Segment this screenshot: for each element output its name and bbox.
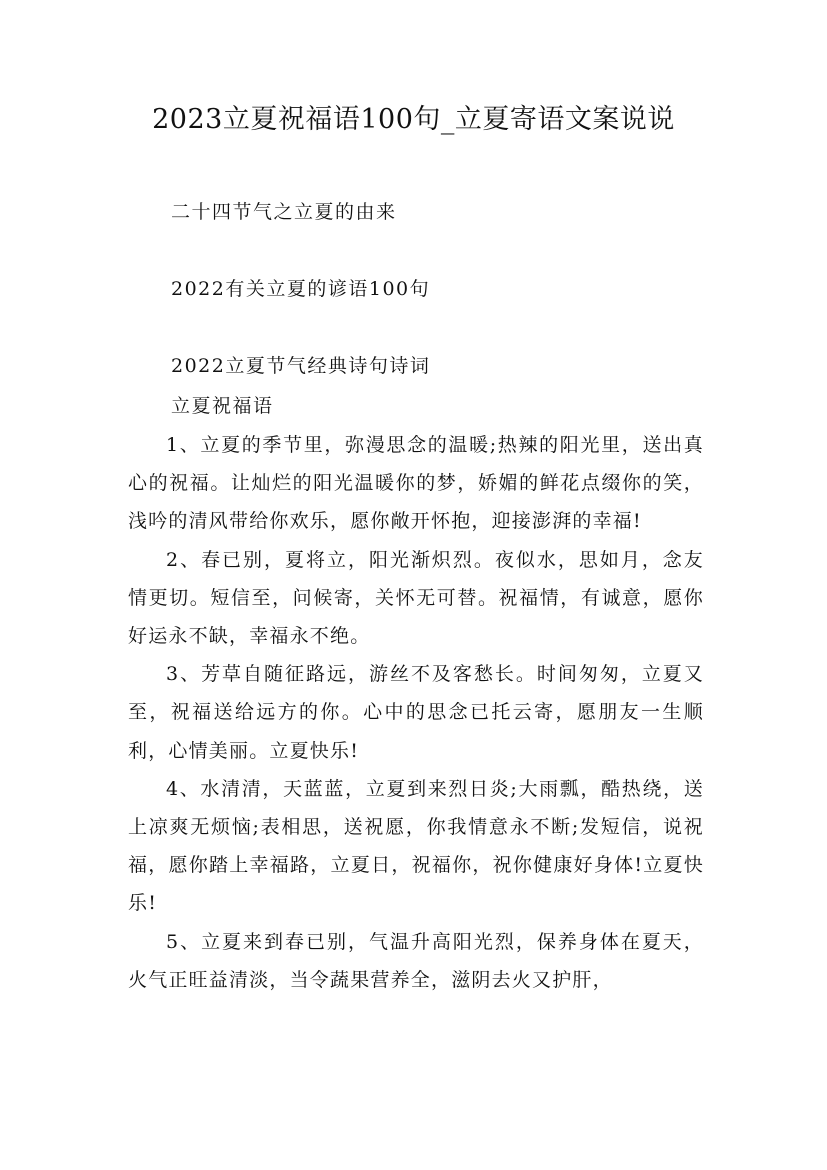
page-title: 2023立夏祝福语100句_立夏寄语文案说说: [152, 104, 675, 135]
paragraph: 4、水清清，天蓝蓝，立夏到来烈日炎;大雨瓢，酷热绕，送上凉爽无烦恼;表相思，送祝愿，你我情意永不断;发短信，说祝福，愿你踏上幸福路，立夏日，祝福你，祝你健康好身体!立夏快乐!: [128, 777, 704, 915]
related-link-poems[interactable]: 2022立夏节气经典诗句诗词: [171, 355, 431, 377]
paragraph: 1、立夏的季节里，弥漫思念的温暖;热辣的阳光里，送出真心的祝福。让灿烂的阳光温暖你的梦，娇媚的鲜花点缀你的笑，浅吟的清风带给你欢乐，愿你敞开怀抱，迎接澎湃的幸福!: [128, 434, 704, 533]
section-heading: 立夏祝福语: [171, 395, 274, 417]
paragraph: 2、春已别，夏将立，阳光渐炽烈。夜似水，思如月，念友情更切。短信至，问候寄，关怀无可替。祝福情，有诚意，愿你好运永不缺，幸福永不绝。: [128, 548, 704, 648]
related-link-proverbs[interactable]: 2022有关立夏的谚语100句: [171, 278, 431, 300]
paragraph: 3、芳草自随征路远，游丝不及客愁长。时间匆匆，立夏又至，祝福送给远方的你。心中的思念已托云寄，愿朋友一生顺利，心情美丽。立夏快乐!: [128, 663, 704, 762]
article-body: [128, 426, 704, 999]
related-link-origin[interactable]: 二十四节气之立夏的由来: [171, 201, 397, 223]
paragraph: 5、立夏来到春已别，气温升高阳光烈，保养身体在夏天，火气正旺益清淡，当令蔬果营养全，滋阴去火又护肝，: [128, 930, 704, 991]
